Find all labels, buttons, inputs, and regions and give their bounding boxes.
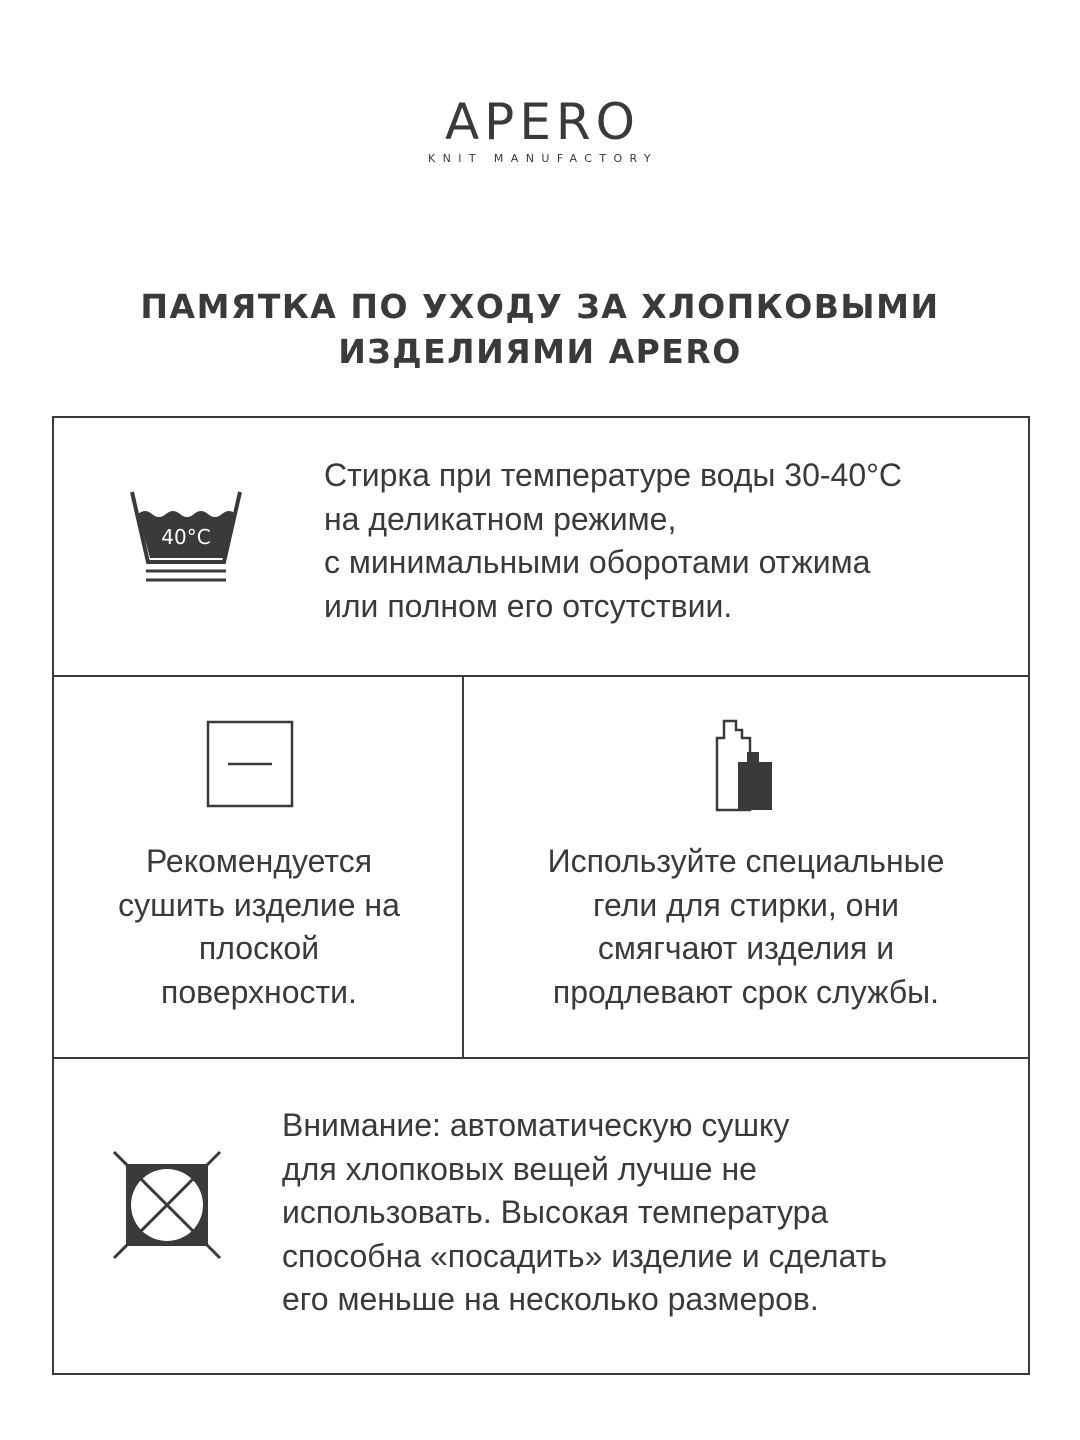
dry-flat-icon	[206, 720, 296, 810]
divider-top	[54, 675, 1028, 677]
detergent-text: Используйте специальные гели для стирки, они смягчают изделия и продлевают срок службы.	[547, 843, 945, 1010]
wash-instruction-text: Стирка при температуре воды 30-40°C на деликатном режиме, с минимальными оборотами отжима или полном его отсутствии.	[324, 457, 903, 624]
wash-temperature-label: 40°C	[161, 525, 211, 549]
divider-bottom	[54, 1057, 1028, 1059]
no-tumble-dry-icon	[112, 1150, 222, 1260]
page-title: ПАМЯТКА ПО УХОДУ ЗА ХЛОПКОВЫМИ ИЗДЕЛИЯМИ APERO	[140, 287, 940, 371]
brand-name: APERO	[444, 93, 641, 151]
care-instructions-table	[52, 416, 1030, 1375]
brand-tagline: KNIT MANUFACTORY	[428, 152, 658, 165]
no-tumble-dry-text: Внимание: автоматическую сушку для хлопковых вещей лучше не использовать. Высокая температура способна «посадить» изделие и сделать его меньше на несколько размеров.	[282, 1107, 887, 1317]
wash-40-icon	[128, 488, 248, 588]
dry-flat-text: Рекомендуется сушить изделие на плоской поверхности.	[118, 843, 400, 1010]
divider-middle	[462, 677, 464, 1057]
brand-logo	[0, 92, 1080, 165]
detergent-bottles-icon	[714, 718, 780, 814]
